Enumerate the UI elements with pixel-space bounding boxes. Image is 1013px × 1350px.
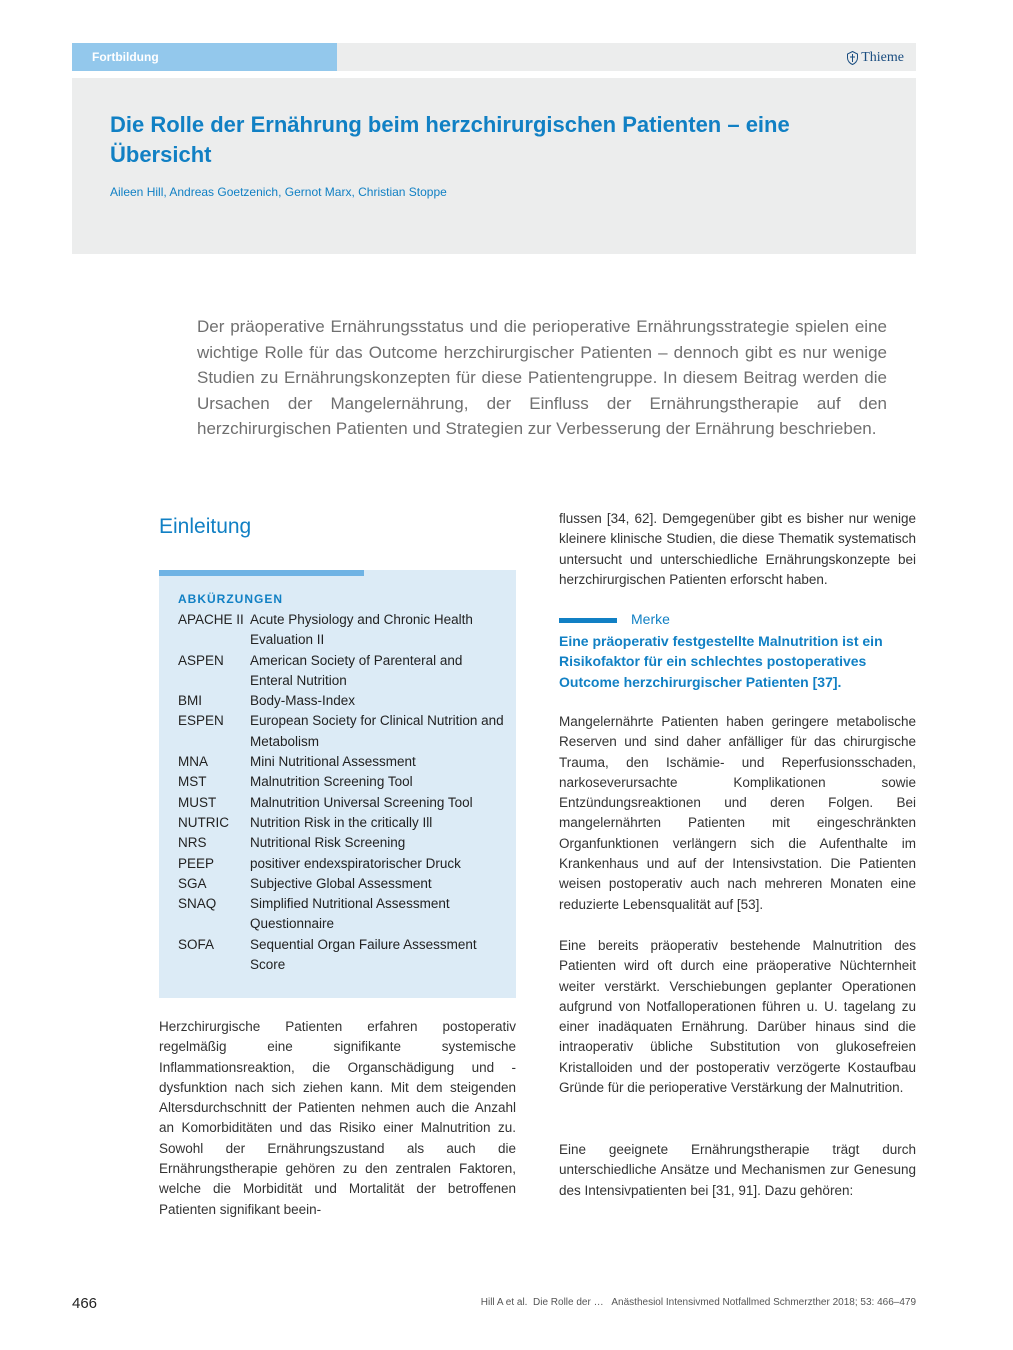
thieme-emblem-icon — [847, 51, 858, 65]
abbreviation-key: MST — [178, 774, 207, 790]
abbreviation-key: NRS — [178, 835, 207, 851]
footer-citation: Hill A et al. Die Rolle der … Anästhesiol Intensivmed Notfallmed Schmerzther 2018; 53: 466–479 — [480, 1297, 916, 1308]
abbreviation-definition: Mini Nutritional Assessment — [250, 754, 416, 770]
abbreviation-key: BMI — [178, 693, 203, 709]
abbreviation-item — [178, 651, 508, 692]
abbreviation-item — [178, 772, 508, 792]
abbreviations-box — [159, 570, 516, 998]
section-heading-einleitung: Einleitung — [159, 515, 252, 538]
merke-text: Eine präoperativ festgestellte Malnutrition ist ein Risikofaktor für ein schlechtes postoperatives Outcome herzchirurgischer Patienten [37]. — [559, 633, 883, 690]
abbreviation-item — [178, 691, 508, 711]
abbreviation-key: MUST — [178, 794, 217, 810]
abbreviation-definition: Sequential Organ Failure Assessment Score — [250, 936, 477, 973]
abbreviation-item — [178, 854, 508, 874]
abbreviation-definition: European Society for Clinical Nutrition and Metabolism — [250, 713, 504, 749]
body-paragraph: Eine geeignete Ernährungstherapie trägt durch unterschiedliche Ansätze und Mechanismen zur Genesung des Intensivpatienten bei [31, 91]. Dazu gehören: — [559, 1142, 916, 1198]
article-abstract: Der präoperative Ernährungsstatus und die perioperative Ernährungsstrategie spielen eine wichtige Rolle für das Outcome herzchirurgischer Patienten – dennoch gibt es nur wenige Studien zu Ernährungskonzepten für diese Patientengruppe. In diesem Beitrag werden die Ursachen der Mangelernährung, der Einfluss der Ernährungstherapie auf den herzchirurgischen Patienten und Strategien zur Verbesserung der Ernährung beschrieben. — [197, 317, 887, 438]
abbreviations-list — [178, 610, 508, 975]
left-column — [159, 512, 516, 1217]
abbreviation-item — [178, 935, 508, 976]
body-paragraph: Eine bereits präoperativ bestehende Malnutrition des Patienten wird oft durch eine präoperative Nüchternheit weiter verstärkt. Verschiebungen geplanter Operationen aufgrund von Notfalloperationen führen u. U. tagelang zu einer inadäquaten Ernährung. Darüber hinaus sind die intraoperativ übliche Substitution von glukosefreien Kristalloiden und der postoperativ verzögerte Kostaufbau Gründe für die perioperative Verstärkung der Malnutrition. — [559, 938, 916, 1096]
body-paragraph: Herzchirurgische Patienten erfahren postoperativ regelmäßig eine signifikante systemische Inflammationsreaktion, die Organschädigung und -dysfunktion nach sich ziehen kann. Mit dem steigenden Altersdurchschnitt der Patienten nehmen auch die Anzahl an Komorbiditäten und das Risiko einer Malnutrition zu. Sowohl der Ernährungszustand als auch die Ernährungstherapie gehören zu den zentralen Faktoren, welche die Morbidität und Mortalität der betroffenen Patienten signifikant beein- — [159, 1019, 516, 1217]
article-authors: Aileen Hill, Andreas Goetzenich, Gernot Marx, Christian Stoppe — [110, 185, 447, 199]
abbreviation-key: MNA — [178, 754, 208, 770]
merke-rule — [559, 618, 617, 623]
abbreviation-item — [178, 833, 508, 853]
body-paragraph: Mangelernährte Patienten haben geringere metabolische Reserven und sind daher anfälliger für das chirurgische Trauma, den Ischämie- und Reperfusionsschaden, narkoseverursachte Komplikationen sowie Entzündungsreaktionen und deren Folgen. Bei mangelernährten Patienten mit eingeschränkten Organfunktionen verlängern sich die Aufenthalte im Krankenhaus und auf der Intensivstation. Die Patienten weisen postoperativ auch nach mehreren Monaten eine reduzierte Lebensqualität auf [53]. — [559, 714, 916, 912]
abbreviation-definition: Malnutrition Screening Tool — [250, 774, 413, 790]
abbreviation-key: ASPEN — [178, 652, 224, 668]
page-number: 466 — [72, 1295, 98, 1312]
abbreviations-box-accent — [159, 570, 364, 576]
abbreviation-definition: Acute Physiology and Chronic Health Evaluation II — [250, 612, 473, 648]
abbreviation-definition: Nutrition Risk in the critically Ill — [250, 814, 433, 830]
abbreviation-definition: Body-Mass-Index — [250, 693, 356, 709]
abbreviation-key: SOFA — [178, 936, 215, 952]
title-box — [72, 78, 916, 254]
abbreviation-item — [178, 874, 508, 894]
publisher-name: Thieme — [861, 50, 904, 65]
abbreviation-definition: positiver endexspiratorischer Druck — [250, 855, 461, 871]
abbreviation-definition: Nutritional Risk Screening — [250, 835, 406, 851]
body-paragraph: flussen [34, 62]. Demgegenüber gibt es bisher nur wenige kleinere klinische Studien, die diese Thematik systematisch untersucht und unterschiedliche Ernährungskonzepte bei herzchirurgischen Patienten erforscht haben. — [559, 511, 916, 587]
abbreviation-definition: American Society of Parenteral and Enteral Nutrition — [250, 652, 463, 688]
abbreviation-definition: Malnutrition Universal Screening Tool — [250, 794, 473, 810]
abbreviation-definition: Simplified Nutritional Assessment Questionnaire — [250, 896, 450, 932]
abbreviation-item — [178, 711, 508, 752]
abbreviation-key: ESPEN — [178, 713, 224, 729]
abbreviations-heading: ABKÜRZUNGEN — [178, 592, 283, 606]
merke-label: Merke — [631, 611, 670, 627]
article-title: Die Rolle der Ernährung beim herzchirurgischen Patienten – eine Übersicht — [110, 112, 790, 167]
publisher-logo — [847, 50, 904, 66]
abbreviation-item — [178, 610, 508, 651]
abbreviation-item — [178, 813, 508, 833]
abbreviation-key: PEEP — [178, 855, 215, 871]
abbreviation-definition: Subjective Global Assessment — [250, 875, 432, 891]
abbreviation-key: NUTRIC — [178, 814, 229, 830]
section-label: Fortbildung — [92, 50, 159, 64]
abbreviation-item — [178, 793, 508, 813]
abbreviation-item — [178, 752, 508, 772]
abbreviation-item — [178, 894, 508, 935]
header-bar — [72, 43, 916, 71]
abbreviation-key: SGA — [178, 875, 207, 891]
abbreviation-key: SNAQ — [178, 896, 217, 912]
section-tab — [72, 43, 337, 71]
abbreviation-key: APACHE II — [178, 612, 244, 627]
